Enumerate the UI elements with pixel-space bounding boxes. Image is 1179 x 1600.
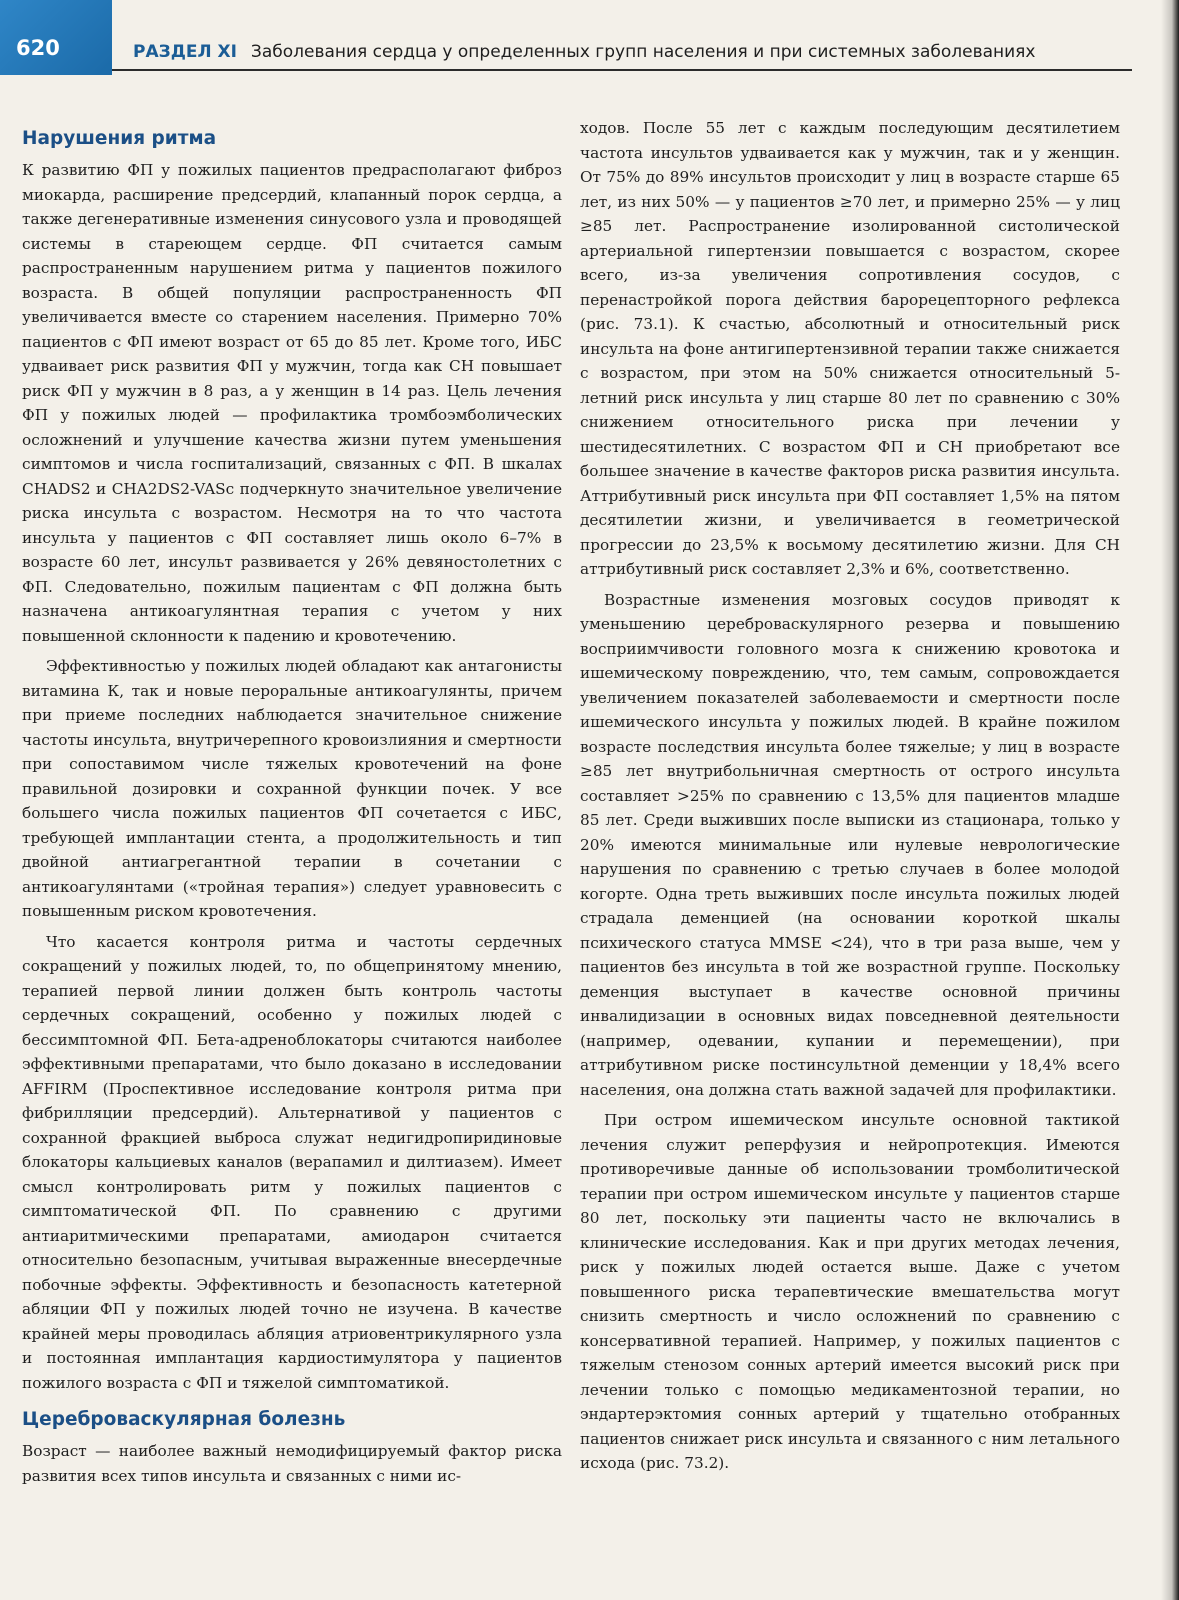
left-column: [22, 112, 562, 1494]
heading-arrhythmia: Нарушения ритма: [22, 128, 217, 149]
paragraph: Возрастные изменения мозговых сосудов приводят к уменьшению цереброваскулярного резерва и повышению восприимчивости головного мозга к снижению кровотока и ишемическому повреждению, что, тем самым, сопровождается увеличением показателей заболеваемости и смертности после ишемического инсульта у пожилых людей. В крайне пожилом возрасте последствия инсульта более тяжелые; у лиц в возрасте ≥85 лет внутрибольничная смертность от острого инсульта составляет >25% по сравнению с 13,5% для пациентов младше 85 лет. Среди выживших после выписки из стационара, только у 20% имеются минимальные или нулевые неврологические нарушения по сравнению с третью случаев в более молодой когорте. Одна треть выживших после инсульта пожилых людей страдала деменцией (на основании короткой шкалы психического статуса MMSE <24), что в три раза выше, чем у пациентов без инсульта в той же возрастной группе. Поскольку деменция выступает в качестве основной причины инвалидизации в основных видах повседневной деятельности (например, одевании, купании и перемещении), при аттрибутивном риске постинсультной деменции у 18,4% всего населения, она должна стать важной задачей для профилактики.: [580, 590, 1120, 1099]
running-header: [133, 42, 1035, 62]
page-number-block: [0, 0, 112, 75]
paragraph: Возраст — наиболее важный немодифицируемый фактор риска развития всех типов инсульта и связанных с ними ис-: [22, 1442, 562, 1485]
section-label: РАЗДЕЛ XI: [133, 42, 237, 62]
section-title: Заболевания сердца у определенных групп населения и при системных заболеваниях: [250, 42, 1036, 62]
paragraph: Эффективностью у пожилых людей обладают как антагонисты витамина К, так и новые пероральные антикоагулянты, причем при приеме последних наблюдается значительное снижение частоты инсульта, внутричерепного кровоизлияния и смертности при сопоставимом числе тяжелых кровотечений на фоне правильной дозировки и сохранной функции почек. У все большего числа пожилых пациентов ФП сочетается с ИБС, требующей имплантации стента, а продолжительность и тип двойной антиагрегантной терапии в сочетании с антикоагулянтами («тройная терапия») следует уравновесить с повышенным риском кровотечения.: [22, 657, 562, 920]
paragraph: ходов. После 55 лет с каждым последующим десятилетием частота инсультов удваивается как у мужчин, так и у женщин. От 75% до 89% инсультов происходит у лиц в возрасте старше 65 лет, из них 50% — у пациентов ≥70 лет, и примерно 25% — у лиц ≥85 лет. Распространение изолированной систолической артериальной гипертензии повышается с возрастом, скорее всего, из-за увеличения сопротивления сосудов, с перенастройкой порога действия барорецепторного рефлекса (рис. 73.1). К счастью, абсолютный и относительный риск инсульта на фоне антигипертензивной терапии также снижается с возрастом, при этом на 50% снижается относительный 5-летний риск инсульта у лиц старше 80 лет по сравнению с 30% снижением относительного риска при лечении у шестидесятилетних. С возрастом ФП и СН приобретают все большее значение в качестве факторов риска развития инсульта. Аттрибутивный риск инсульта при ФП составляет 1,5% на пятом десятилетии жизни, и увеличивается в геометрической прогрессии до 23,5% к восьмому десятилетию жизни. Для СН аттрибутивный риск составляет 2,3% и 6%, соответственно.: [580, 119, 1120, 578]
right-column: [580, 116, 1120, 1482]
paragraph: К развитию ФП у пожилых пациентов предрасполагают фиброз миокарда, расширение предсердий, клапанный порок сердца, а также дегенеративные изменения синусового узла и проводящей системы в стареющем сердце. ФП считается самым распространенным нарушением ритма у пациентов пожилого возраста. В общей популяции распространенность ФП увеличивается вместе со старением населения. Примерно 70% пациентов с ФП имеют возраст от 65 до 85 лет. Кроме того, ИБС удваивает риск развития ФП у мужчин, тогда как СН повышает риск ФП у мужчин в 8 раз, а у женщин в 14 раз. Цель лечения ФП у пожилых людей — профилактика тромбоэмболических осложнений и улучшение качества жизни путем уменьшения симптомов и числа госпитализаций, связанных с ФП. В шкалах CHADS2 и CHA2DS2-VASc подчеркнуто значительное увеличение риска инсульта с возрастом. Несмотря на то что частота инсульта у пациентов с ФП составляет лишь около 6–7% в возрасте 60 лет, инсульт развивается у 26% девяностолетних с ФП. Следовательно, пожилым пациентам с ФП должна быть назначена антикоагулянтная терапия с учетом у них повышенной склонности к падению и кровотечению.: [22, 161, 562, 645]
page-edge-shadow: [1161, 0, 1179, 1600]
header-rule: [112, 69, 1132, 71]
heading-cerebrovascular: Цереброваскулярная болезнь: [22, 1409, 346, 1430]
page-number: 620: [16, 36, 60, 60]
page-header: [0, 0, 1179, 75]
paragraph: При остром ишемическом инсульте основной тактикой лечения служит реперфузия и нейропротекция. Имеются противоречивые данные об использовании тромболитической терапии при остром ишемическом инсульте у пациентов старше 80 лет, поскольку эти пациенты часто не включались в клинические исследования. Как и при других методах лечения, риск у пожилых людей остается выше. Даже с учетом повышенного риска терапевтические вмешательства могут снизить смертность и число осложнений по сравнению с консервативной терапией. Например, у пожилых пациентов с тяжелым стенозом сонных артерий имеется высокий риск при лечении только с помощью медикаментозной терапии, но эндартерэктомия сонных артерий у тщательно отобранных пациентов снижает риск инсульта и связанного с ним летального исхода (рис. 73.2).: [580, 1111, 1120, 1472]
paragraph: Что касается контроля ритма и частоты сердечных сокращений у пожилых людей, то, по общепринятому мнению, терапией первой линии должен быть контроль частоты сердечных сокращений, особенно у пожилых людей с бессимптомной ФП. Бета-адреноблокаторы считаются наиболее эффективными препаратами, что было доказано в исследовании AFFIRM (Проспективное исследование контроля ритма при фибрилляции предсердий). Альтернативой у пациентов с сохранной фракцией выброса служат недигидропиридиновые блокаторы кальциевых каналов (верапамил и дилтиазем). Имеет смысл контролировать ритм у пожилых пациентов с симптоматической ФП. По сравнению с другими антиаритмическими препаратами, амиодарон считается относительно безопасным, учитывая выраженные внесердечные побочные эффекты. Эффективность и безопасность катетерной абляции ФП у пожилых людей точно не изучена. В качестве крайней меры проводилась абляция атриовентрикулярного узла и постоянная имплантация кардиостимулятора у пациентов пожилого возраста с ФП и тяжелой симптоматикой.: [22, 932, 562, 1392]
